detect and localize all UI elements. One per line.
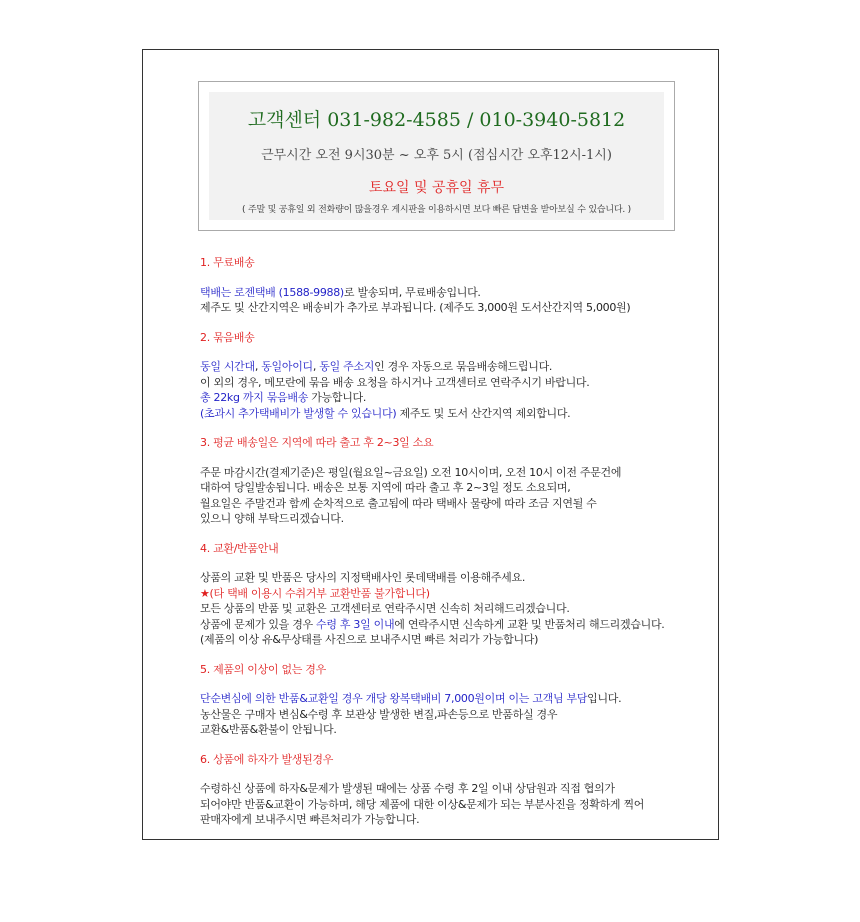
section-line — [200, 511, 700, 527]
text-segment: 대하여 당일발송됩니다. 배송은 보통 지역에 따라 출고 후 2~3일 정도 소요되며, — [200, 481, 571, 494]
section-line — [200, 707, 700, 723]
text-segment: 되어야만 반품&교환이 가능하며, 해당 제품에 대한 이상&문제가 되는 부분사진을 정확하게 찍어 — [200, 797, 645, 811]
text-segment: , — [254, 360, 262, 373]
section-line — [200, 781, 700, 797]
text-segment: 수령하신 상품에 하자&문제가 발생된 때에는 상품 수령 후 2일 이내 상담원과 직접 협의가 — [200, 782, 615, 795]
text-segment: ★(타 택배 이용시 수취거부 교환반품 불가합니다) — [200, 586, 430, 600]
customer-center-title: 고객센터 031-982-4585 / 010-3940-5812 — [247, 109, 626, 131]
text-segment: 주문 마감시간(결제기준)은 평일(월요일~금요일) 오전 10시이며, 오전 10시 이전 주문건에 — [200, 465, 622, 479]
text-segment: 동일 주소지 — [319, 360, 375, 373]
section-title: 6. 상품에 하자가 발생된경우 — [200, 752, 334, 766]
text-segment: 제주도 및 산간지역은 배송비가 추가로 부과됩니다. (제주도 3,000원 도서산간지역 5,000원) — [200, 301, 631, 314]
text-segment: 총 22kg 까지 묶음배송 — [200, 391, 309, 404]
customer-center-box — [198, 81, 675, 231]
text-segment: (초과시 추가택배비가 발생할 수 있습니다) — [200, 406, 397, 420]
text-segment: 모든 상품의 반품 및 교환은 고객센터로 연락주시면 신속히 처리해드리겠습니다. — [200, 602, 570, 615]
text-segment: 상품에 문제가 있을 경우 — [200, 617, 317, 631]
text-segment: 월요일은 주말건과 함께 순차적으로 출고됨에 따라 택배사 물량에 따라 조금 지연될 수 — [200, 496, 597, 510]
section-title: 4. 교환/반품안내 — [200, 541, 279, 555]
text-segment: 동일 시간대 — [200, 360, 255, 373]
section-line — [200, 480, 700, 496]
section-title: 5. 제품의 이상이 없는 경우 — [200, 662, 326, 676]
section-body — [200, 359, 700, 421]
section-line — [200, 601, 700, 617]
section-line — [200, 375, 700, 391]
section-body — [200, 570, 700, 648]
section-body — [200, 781, 700, 828]
text-segment: 농산물은 구매자 변심&수령 후 보관상 발생한 변질,파손등으로 반품하실 경우 — [200, 707, 558, 721]
section-line — [200, 390, 700, 406]
section-line — [200, 285, 700, 301]
text-segment: 가능합니다. — [308, 391, 367, 404]
section-line — [200, 586, 700, 602]
text-segment: 이 외의 경우, 메모란에 묶음 배송 요청을 하시거나 고객센터로 연락주시기 바랍니다. — [200, 375, 590, 389]
section-title: 2. 묶음배송 — [200, 330, 255, 344]
text-segment: 로 발송되며, 무료배송입니다. — [343, 285, 481, 299]
section-body — [200, 465, 700, 527]
text-segment: 에 연락주시면 신속하게 교환 및 반품처리 해드리겠습니다. — [394, 617, 665, 631]
contact-note: ( 주말 및 공휴일 외 전화량이 많을경우 게시판을 이용하시면 보다 빠른 답변을 받아보실 수 있습니다. ) — [242, 205, 631, 215]
text-segment: (제품의 이상 유&무상태를 사진으로 보내주시면 빠른 처리가 가능합니다) — [200, 633, 539, 646]
business-hours: 근무시간 오전 9시30분 ~ 오후 5시 (점심시간 오후12시-1시) — [261, 148, 612, 163]
section-line — [200, 570, 700, 586]
section-line — [200, 465, 700, 481]
closed-days: 토요일 및 공휴일 휴무 — [368, 180, 505, 196]
text-segment: 교환&반품&환불이 안됩니다. — [200, 723, 337, 736]
section-line — [200, 406, 700, 422]
section-line — [200, 691, 700, 707]
section-line — [200, 722, 700, 738]
section-title: 3. 평균 배송일은 지역에 따라 출고 후 2~3일 소요 — [200, 436, 434, 449]
section-line — [200, 617, 700, 633]
customer-center-panel — [209, 92, 664, 220]
text-segment: 동일아이디 — [261, 360, 313, 373]
section-line — [200, 300, 700, 316]
text-segment: 입니다. — [587, 692, 622, 705]
section-line — [200, 632, 700, 648]
section-body — [200, 691, 700, 738]
notice-frame — [142, 49, 719, 840]
section-line — [200, 496, 700, 512]
text-segment: 수령 후 3일 이내 — [316, 617, 395, 631]
text-segment: 제주도 및 도서 산간지역 제외합니다. — [396, 406, 571, 420]
text-segment: , — [312, 360, 320, 373]
section-body — [200, 285, 700, 316]
section-line — [200, 797, 700, 813]
text-segment: 단순변심에 의한 반품&교환일 경우 개당 왕복택배비 7,000원이며 이는 고객님 부담 — [200, 692, 588, 705]
text-segment: 판매자에게 보내주시면 빠른처리가 가능합니다. — [200, 813, 420, 826]
section-line — [200, 359, 700, 375]
text-segment: 택배는 로젠택배 (1588-9988) — [200, 285, 344, 299]
section-line — [200, 812, 700, 828]
text-segment: 인 경우 자동으로 묶음배송해드립니다. — [374, 360, 553, 373]
text-segment: 상품의 교환 및 반품은 당사의 지정택배사인 롯데택배를 이용해주세요. — [200, 571, 526, 584]
section-title: 1. 무료배송 — [200, 256, 255, 269]
shipping-policy-content — [200, 255, 700, 842]
text-segment: 있으니 양해 부탁드리겠습니다. — [200, 512, 344, 525]
